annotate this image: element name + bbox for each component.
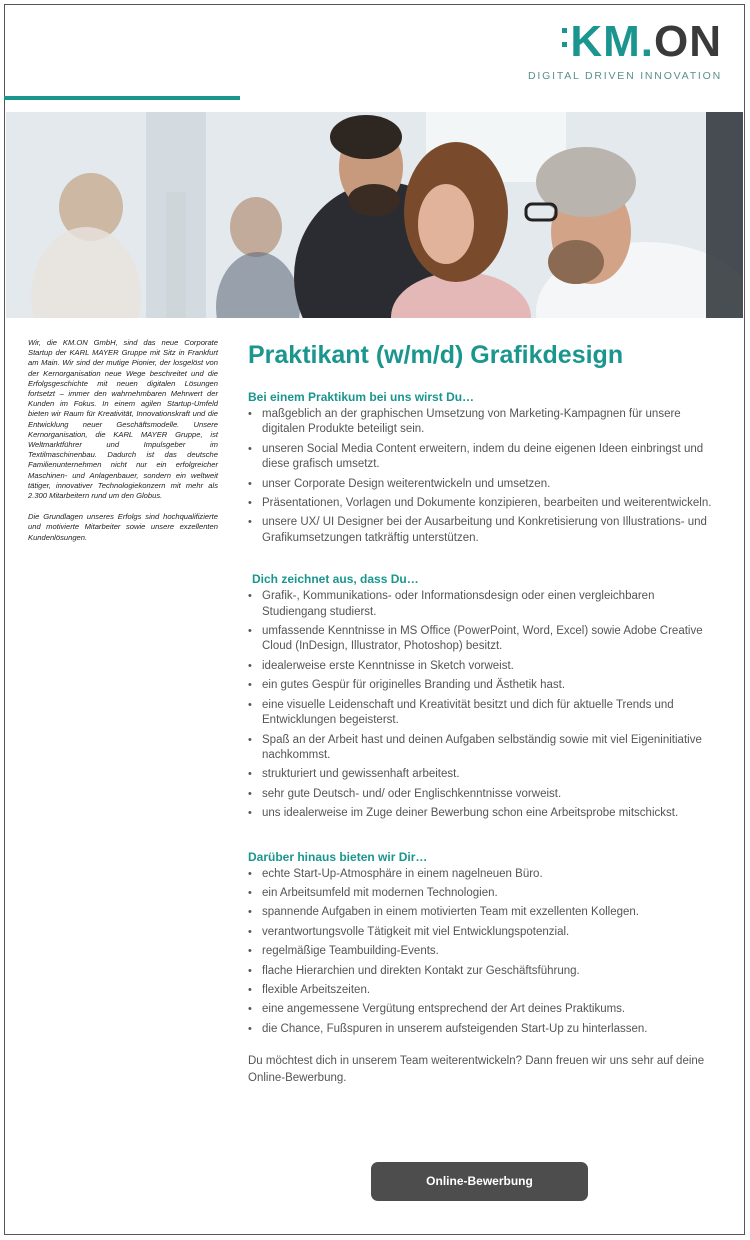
closing-text: Du möchtest dich in unserem Team weiterentwickeln? Dann freuen wir uns sehr auf deine Online-Bewerbung. <box>248 1055 705 1085</box>
list-item: • verantwortungsvolle Tätigkeit mit viel Entwicklungspotenzial. <box>248 925 718 940</box>
logo-mark-right: ON <box>654 17 722 66</box>
section-heading-benefits: Darüber hinaus bieten wir Dir… <box>248 849 428 864</box>
list-item: • regelmäßige Teambuilding-Events. <box>248 944 718 959</box>
logo-dots <box>562 18 567 47</box>
list-item: • flache Hierarchien und direkten Kontakt zur Geschäftsführung. <box>248 964 718 979</box>
company-intro <box>28 338 218 543</box>
logo-wordmark <box>528 18 722 66</box>
hero-illustration <box>6 112 743 318</box>
list-item: • uns idealerweise im Zuge deiner Bewerbung schon eine Arbeitsprobe mitschickst. <box>248 806 718 821</box>
profile-list <box>248 589 718 821</box>
list-item: • maßgeblich an der graphischen Umsetzung von Marketing-Kampagnen für unsere digitalen Produkte beteiligt sein. <box>248 407 718 438</box>
list-item: • Präsentationen, Vorlagen und Dokumente konzipieren, bearbeiten und weiterentwickeln. <box>248 496 718 511</box>
intro-paragraph: Wir, die KM.ON GmbH, sind das neue Corporate Startup der KARL MAYER Gruppe mit Sitz in Frankfurt am Main. Wir sind der mutige Pionier, der losgelöst von der Kernorganisation neue Wege beschreitet und die Erfolgsgeschichte mit neuen digitalen Lösungen fortsetzt – immer den wahrnehmbaren Mehrwert der Kunden im Fokus. In einem agilen Startup-Umfeld bieten wir Raum für Kreativität, Innovationskraft und die Entwicklung neuer Geschäftsmodelle. Unsere Kernorganisation, die KARL MAYER Gruppe, ist Weltmarktführer und Impulsgeber im Textilmaschinenbau. Dadurch ist das deutsche Familienunternehmen nicht nur ein erfolgreicher Maschinen- und Anlagenbauer, sondern ein weltweit tätiger, innovativer Technologiekonzern mit mehr als 2.300 Mitarbeitern rund um den Globus. <box>28 338 218 501</box>
list-item: • die Chance, Fußspuren in unserem aufsteigenden Start-Up zu hinterlassen. <box>248 1022 718 1037</box>
list-item: • eine angemessene Vergütung entsprechend der Art deines Praktikums. <box>248 1002 718 1017</box>
list-item: • strukturiert und gewissenhaft arbeitest. <box>248 767 718 782</box>
section-heading-tasks: Bei einem Praktikum bei uns wirst Du… <box>248 390 475 404</box>
list-item: • spannende Aufgaben in einem motivierten Team mit exzellenten Kollegen. <box>248 905 718 920</box>
list-item: • umfassende Kenntnisse in MS Office (PowerPoint, Word, Excel) sowie Adobe Creative Cloud (InDesign, Illustrator, Photoshop) besitzt. <box>248 624 718 655</box>
task-list <box>248 407 718 546</box>
section-heading-profile: Dich zeichnet aus, dass Du… <box>252 572 419 587</box>
list-item: • ein Arbeitsumfeld mit modernen Technologien. <box>248 886 718 901</box>
list-item: • Grafik-, Kommunikations- oder Informationsdesign oder einen vergleichbaren Studiengang studierst. <box>248 589 718 620</box>
logo-mark-left: KM. <box>570 17 654 66</box>
list-item: • unseren Social Media Content erweitern, indem du deine eigenen Ideen einbringst und diese grafisch umsetzt. <box>248 442 718 473</box>
intro-paragraph: Die Grundlagen unseres Erfolgs sind hochqualifizierte und motivierte Mitarbeiter sowie unsere exzellenten Kundenlösungen. <box>28 512 218 542</box>
header-accent-line <box>4 96 240 100</box>
online-application-button[interactable]: Online-Bewerbung <box>371 1162 588 1201</box>
hero-team-photo <box>6 112 743 318</box>
list-item: • unsere UX/ UI Designer bei der Ausarbeitung und Konkretisierung von Illustrations- und Grafikumsetzungen tatkräftig unterstützen. <box>248 515 718 546</box>
list-item: • idealerweise erste Kenntnisse in Sketch vorweist. <box>248 659 718 674</box>
list-item: • Spaß an der Arbeit hast und deinen Aufgaben selbständig sowie mit viel Eigeninitiative nachkommst. <box>248 733 718 764</box>
job-content <box>248 340 718 1087</box>
job-title: Praktikant (w/m/d) Grafikdesign <box>248 341 624 369</box>
company-logo <box>528 18 722 82</box>
list-item: • flexible Arbeitszeiten. <box>248 983 718 998</box>
list-item: • echte Start-Up-Atmosphäre in einem nagelneuen Büro. <box>248 867 718 882</box>
logo-tagline: DIGITAL DRIVEN INNOVATION <box>528 70 722 82</box>
list-item: • unser Corporate Design weiterentwickeln und umsetzen. <box>248 477 718 492</box>
benefits-list <box>248 867 718 1038</box>
list-item: • sehr gute Deutsch- und/ oder Englischkenntnisse vorweist. <box>248 787 718 802</box>
list-item: • ein gutes Gespür für originelles Branding und Ästhetik hast. <box>248 678 718 693</box>
list-item: • eine visuelle Leidenschaft und Kreativität besitzt und dich für aktuelle Trends und Entwicklungen begeisterst. <box>248 698 718 729</box>
